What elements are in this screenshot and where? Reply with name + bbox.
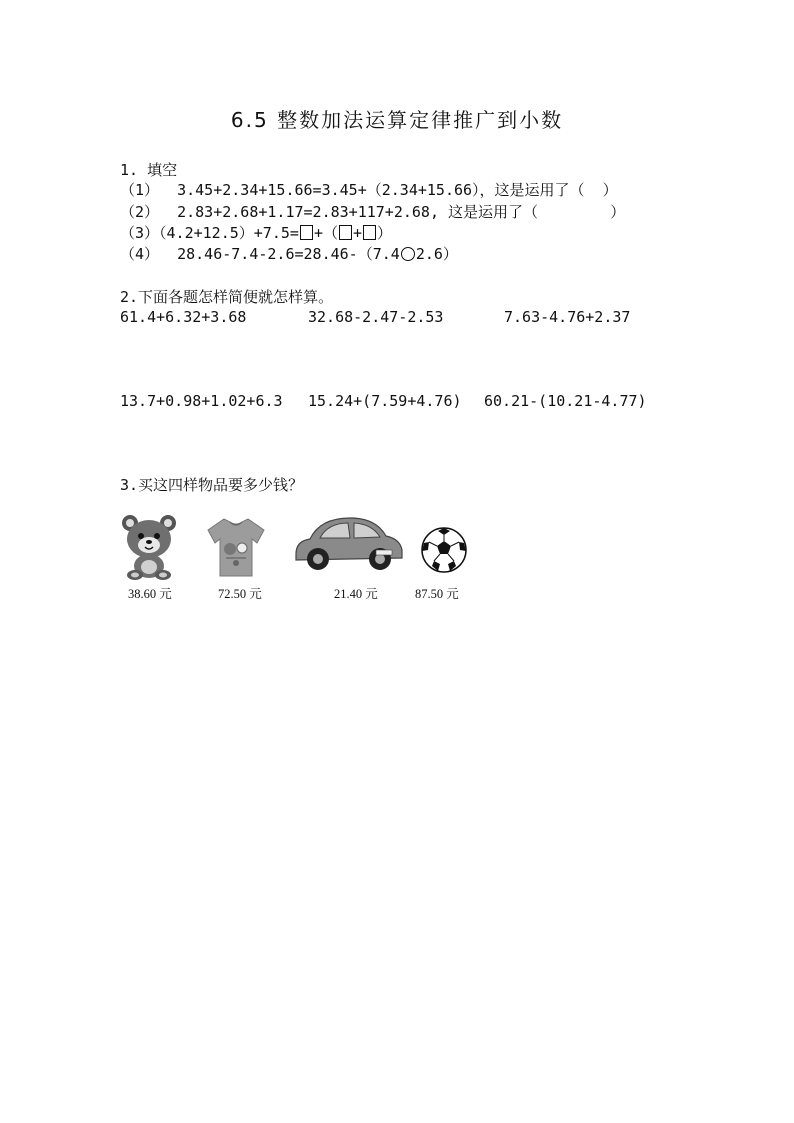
q1-line-3 [120,224,392,242]
q3-heading: 3.买这四样物品要多少钱？ [120,476,304,494]
q1-line-3-text-c: + [352,224,362,242]
q1-line-4-text: （4） 28.46-7.4-2.6=28.46-（7.4 [120,245,400,263]
q2-expression: 32.68-2.47-2.53 [308,308,444,326]
soccer-ball-icon [420,526,468,574]
price-label: 21.40 元 [334,587,378,601]
answer-box[interactable] [339,225,352,240]
teddy-bear-icon [120,512,178,580]
q1-line-4-text-b: 2.6） [415,245,458,263]
answer-box[interactable] [363,225,376,240]
q1-line-3-text: （3）（4.2+12.5）+7.5= [120,224,299,242]
q2-expression: 7.63-4.76+2.37 [504,308,631,326]
answer-circle[interactable] [401,247,415,261]
q1-line-3-text-b: +（ [313,224,338,242]
q1-line-4 [120,245,458,263]
q1-line-1: （1） 3.45+2.34+15.66=3.45+（2.34+15.66），这是运用了（ ） [120,181,618,199]
q2-expression: 61.4+6.32+3.68 [120,308,247,326]
q2-expression: 15.24+(7.59+4.76) [308,392,462,410]
price-label: 38.60 元 [128,587,172,601]
q2-expression: 13.7+0.98+1.02+6.3 [120,392,283,410]
q1-line-3-text-d: ） [377,224,393,242]
answer-box[interactable] [300,225,313,240]
q2-expression: 60.21-(10.21-4.77) [484,392,647,410]
q1-heading: 1. 填空 [120,161,178,179]
q1-line-2: （2） 2.83+2.68+1.17=2.83+117+2.68, 这是运用了（ ） [120,203,626,221]
car-icon [292,514,404,572]
price-label: 87.50 元 [415,587,459,601]
q2-heading: 2.下面各题怎样简便就怎样算。 [120,288,334,306]
price-label: 72.50 元 [218,587,262,601]
t-shirt-icon [206,516,266,578]
page-title: 6.5 整数加法运算定律推广到小数 [230,108,564,132]
